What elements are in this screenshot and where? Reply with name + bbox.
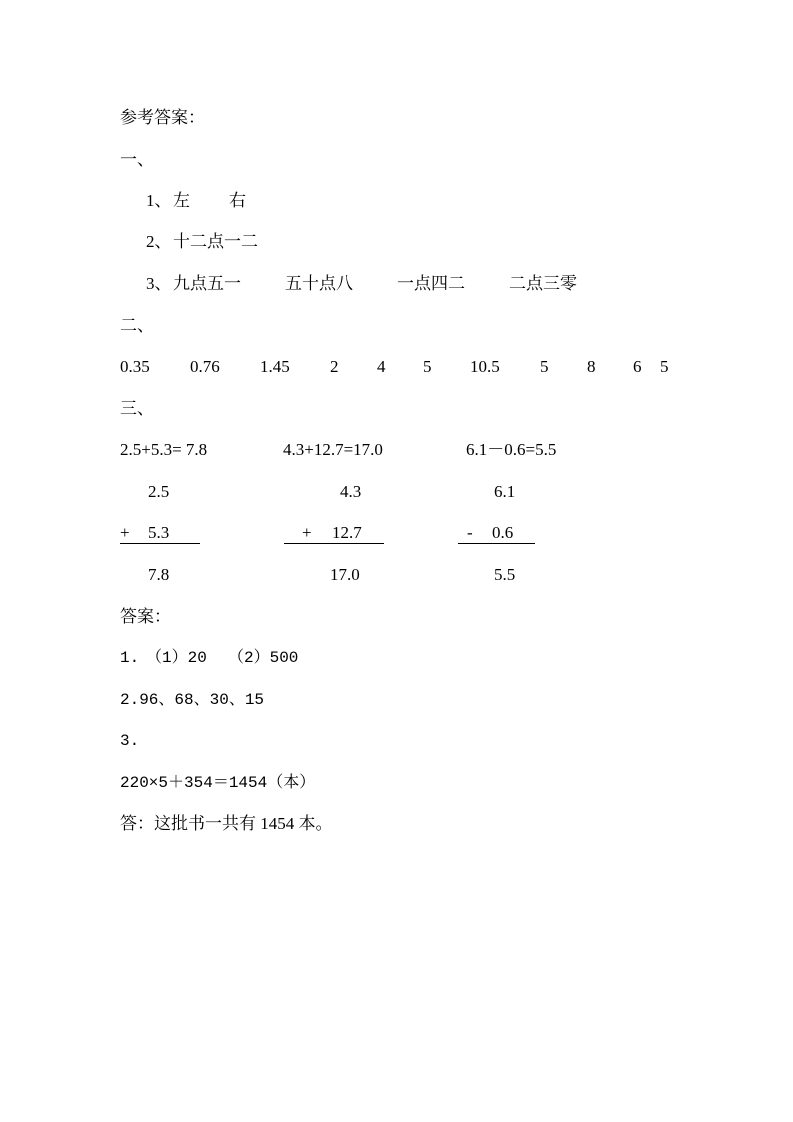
s2-value: 0.35 [120, 357, 150, 376]
s2-value: 5 [540, 357, 549, 376]
s3-equation-2: 4.3+12.7=17.0 [283, 440, 383, 459]
s1-item-3-answer-1: 九点五一 [173, 274, 241, 293]
answer-3-num: 3. [120, 732, 140, 750]
vertical-3-result: 5.5 [494, 565, 516, 584]
s1-item-2-answer: 十二点一二 [173, 232, 258, 251]
s2-value: 2 [330, 357, 339, 376]
s2-value: 5 [423, 357, 432, 376]
s1-item-1-answer-right: 右 [229, 191, 246, 210]
vertical-2-top: 4.3 [340, 482, 362, 501]
s1-item-3-answer-2: 五十点八 [285, 274, 353, 293]
s2-value: 8 [587, 357, 596, 376]
vertical-3-bottom: 0.6 [492, 523, 514, 542]
s2-value: 6 [633, 357, 642, 376]
page-title: 参考答案： [120, 108, 205, 127]
s1-item-1-num: 1、 [146, 191, 172, 210]
vertical-3-operator: - [467, 523, 473, 542]
s2-value: 5 [660, 357, 669, 376]
vertical-2-sum-line [284, 543, 384, 544]
vertical-1-operator: + [120, 523, 130, 542]
s1-item-3-answer-3: 一点四二 [397, 274, 465, 293]
s2-value: 10.5 [470, 357, 500, 376]
section-1-label: 一、 [120, 150, 154, 169]
answers-label: 答案： [120, 607, 171, 626]
vertical-1-result: 7.8 [148, 565, 170, 584]
vertical-2-result: 17.0 [330, 565, 360, 584]
vertical-1-top: 2.5 [148, 482, 170, 501]
answer-1-part-b: （2）500 [228, 649, 299, 667]
s1-item-3-num: 3、 [146, 274, 172, 293]
vertical-2-operator: + [302, 523, 312, 542]
s2-value: 1.45 [260, 357, 290, 376]
section-3-label: 三、 [120, 399, 154, 418]
section-2-label: 二、 [120, 316, 154, 335]
vertical-1-sum-line [120, 543, 200, 544]
s1-item-2-num: 2、 [146, 232, 172, 251]
s2-value: 4 [377, 357, 386, 376]
vertical-3-top: 6.1 [494, 482, 516, 501]
answer-3-statement: 答：这批书一共有 1454 本。 [120, 814, 333, 833]
s3-equation-3: 6.1－0.6=5.5 [466, 440, 557, 459]
vertical-3-difference-line [458, 543, 535, 544]
s1-item-1-answer-left: 左 [173, 191, 190, 210]
s2-value: 0.76 [190, 357, 220, 376]
answer-3-calculation: 220×5＋354＝1454（本） [120, 774, 316, 792]
s1-item-3-answer-4: 二点三零 [509, 274, 577, 293]
answer-1-part-a: （1）20 [146, 649, 207, 667]
vertical-2-bottom: 12.7 [332, 523, 362, 542]
answer-2: 2.96、68、30、15 [120, 691, 265, 709]
answer-1-num: 1. [120, 649, 140, 667]
s3-equation-1: 2.5+5.3= 7.8 [120, 440, 208, 459]
vertical-1-bottom: 5.3 [148, 523, 170, 542]
